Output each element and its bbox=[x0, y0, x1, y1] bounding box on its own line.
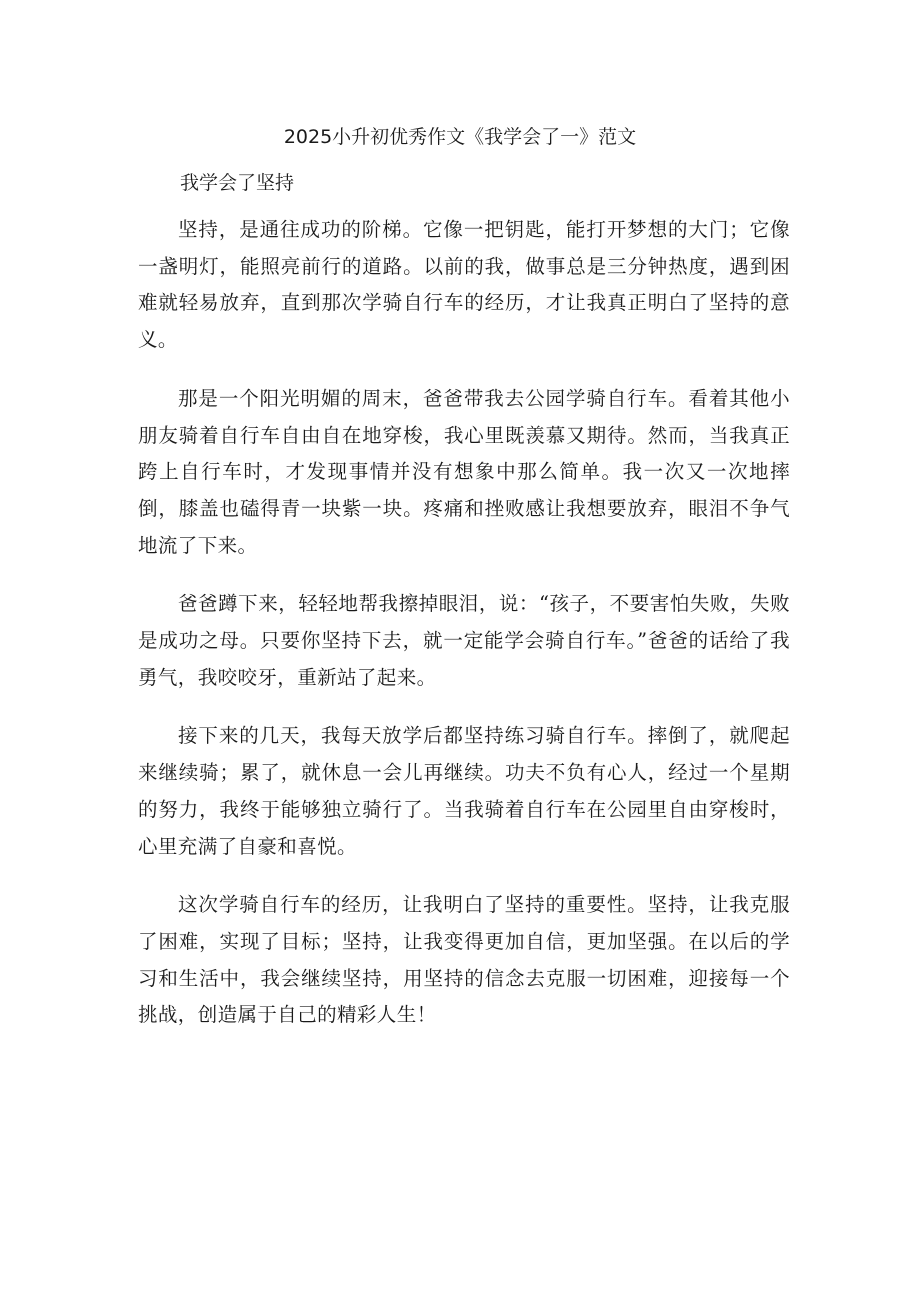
paragraph: 爸爸蹲下来，轻轻地帮我擦掉眼泪，说：“孩子，不要害怕失败，失败是成功之母。只要你坚持下去，就一定能学会骑自行车。”爸爸的话给了我勇气，我咬咬牙，重新站了起来。 bbox=[138, 592, 790, 689]
paragraph: 接下来的几天，我每天放学后都坚持练习骑自行车。摔倒了，就爬起来继续骑；累了，就休息一会儿再继续。功夫不负有心人，经过一个星期的努力，我终于能够独立骑行了。当我骑着自行车在公园里自由穿梭时，心里充满了自豪和喜悦。 bbox=[138, 724, 790, 858]
essay-body bbox=[138, 212, 790, 1056]
essay-title: 我学会了坚持 bbox=[180, 172, 295, 194]
paragraph: 那是一个阳光明媚的周末，爸爸带我去公园学骑自行车。看着其他小朋友骑着自行车自由自在地穿梭，我心里既羡慕又期待。然而，当我真正跨上自行车时，才发现事情并没有想象中那么简单。我一次又一次地摔倒，膝盖也磕得青一块紫一块。疼痛和挫败感让我想要放弃，眼泪不争气地流了下来。 bbox=[138, 386, 790, 557]
paragraph: 坚持，是通往成功的阶梯。它像一把钥匙，能打开梦想的大门；它像一盏明灯，能照亮前行的道路。以前的我，做事总是三分钟热度，遇到困难就轻易放弃，直到那次学骑自行车的经历，才让我真正明白了坚持的意义。 bbox=[138, 218, 790, 352]
document-title: 2025小升初优秀作文《我学会了一》范文 bbox=[283, 126, 637, 148]
paragraph: 这次学骑自行车的经历，让我明白了坚持的重要性。坚持，让我克服了困难，实现了目标；坚持，让我变得更加自信，更加坚强。在以后的学习和生活中，我会继续坚持，用坚持的信念去克服一切困难，迎接每一个挑战，创造属于自己的精彩人生！ bbox=[138, 893, 790, 1027]
